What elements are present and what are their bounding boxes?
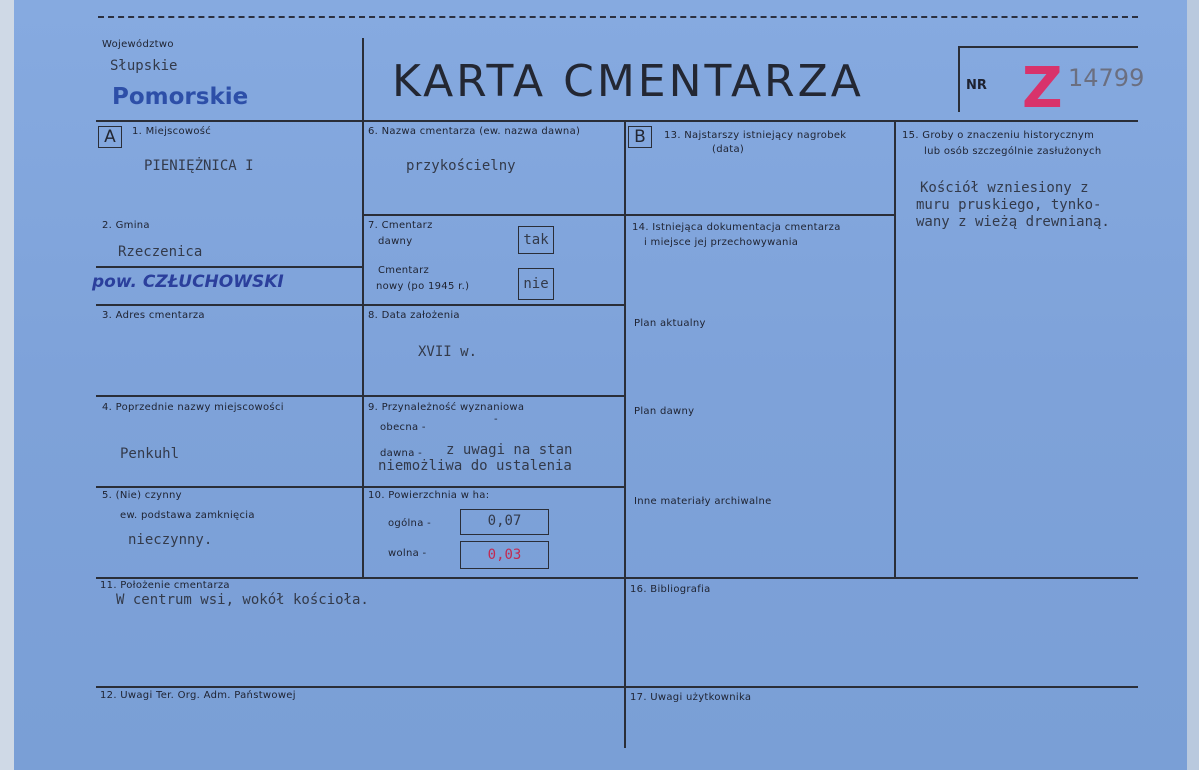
divider bbox=[958, 46, 960, 112]
divider bbox=[96, 686, 1138, 688]
field-11-label: 11. Położenie cmentarza bbox=[100, 580, 230, 591]
field-13-sub: (data) bbox=[712, 144, 745, 155]
nr-letter: Z bbox=[1022, 56, 1063, 121]
field-16-label: 16. Bibliografia bbox=[630, 584, 711, 595]
field-10-ogolna-value: 0,07 bbox=[460, 509, 549, 535]
nr-number: 14799 bbox=[1068, 64, 1145, 92]
field-8-value: XVII w. bbox=[418, 344, 478, 360]
field-15-label: 15. Groby o znaczeniu historycznym bbox=[902, 130, 1095, 141]
scan-edge-left bbox=[0, 0, 14, 770]
divider bbox=[96, 577, 1138, 579]
divider bbox=[894, 122, 896, 578]
field-9-dawna-value-2: niemożliwa do ustalenia bbox=[378, 458, 572, 474]
inne-materialy-label: Inne materiały archiwalne bbox=[634, 496, 772, 507]
field-17-label: 17. Uwagi użytkownika bbox=[630, 692, 752, 703]
field-10-ogolna: ogólna - bbox=[388, 518, 432, 529]
plan-dawny-label: Plan dawny bbox=[634, 406, 695, 417]
field-5-value: nieczynny. bbox=[128, 532, 213, 548]
field-4-value: Penkuhl bbox=[120, 446, 180, 462]
field-2-label: 2. Gmina bbox=[102, 220, 150, 231]
field-5-sub: ew. podstawa zamknięcia bbox=[120, 510, 255, 521]
field-9-obecna-value: - bbox=[494, 414, 498, 425]
field-9-dawna: dawna - bbox=[380, 448, 423, 459]
field-7-nowy-sub: nowy (po 1945 r.) bbox=[376, 281, 470, 292]
field-7-label: 7. Cmentarz bbox=[368, 220, 433, 231]
field-15-value-2: muru pruskiego, tynko- bbox=[916, 197, 1102, 213]
powiat-handwritten: pow. CZŁUCHOWSKI bbox=[92, 272, 284, 292]
field-7-dawny-value: tak bbox=[518, 226, 554, 254]
divider bbox=[362, 214, 624, 216]
scan-edge-right bbox=[1187, 0, 1199, 770]
field-6-value: przykościelny bbox=[406, 158, 516, 174]
field-15-sub: lub osób szczególnie zasłużonych bbox=[924, 146, 1102, 157]
field-7-nowy-label: Cmentarz bbox=[378, 265, 430, 276]
field-12-label: 12. Uwagi Ter. Org. Adm. Państwowej bbox=[100, 690, 296, 701]
field-15-value-3: wany z wieżą drewnianą. bbox=[916, 214, 1110, 230]
wojewodztwo-stamp: Pomorskie bbox=[112, 84, 249, 110]
divider bbox=[96, 304, 624, 306]
plan-aktualny-label: Plan aktualny bbox=[634, 318, 706, 329]
field-2-value: Rzeczenica bbox=[118, 244, 203, 260]
wojewodztwo-value: Słupskie bbox=[110, 58, 178, 74]
field-9-dawna-value-1: z uwagi na stan bbox=[446, 442, 573, 458]
divider bbox=[96, 266, 362, 268]
field-10-label: 10. Powierzchnia w ha: bbox=[368, 490, 490, 501]
section-b-marker: B bbox=[628, 126, 652, 148]
field-4-label: 4. Poprzednie nazwy miejscowości bbox=[102, 402, 284, 413]
field-14-sub: i miejsce jej przechowywania bbox=[644, 237, 799, 248]
card-title: KARTA CMENTARZA bbox=[392, 56, 864, 107]
field-5-label: 5. (Nie) czynny bbox=[102, 490, 182, 501]
field-9-obecna: obecna - bbox=[380, 422, 426, 433]
divider bbox=[96, 486, 624, 488]
field-7-nowy-value: nie bbox=[518, 268, 554, 300]
field-14-label: 14. Istniejąca dokumentacja cmentarza bbox=[632, 222, 841, 233]
field-1-value: PIENIĘŻNICA I bbox=[144, 158, 254, 174]
perforation-line bbox=[98, 16, 1138, 18]
field-8-label: 8. Data założenia bbox=[368, 310, 460, 321]
field-10-wolna-value: 0,03 bbox=[460, 541, 549, 569]
divider bbox=[958, 46, 1138, 48]
divider bbox=[362, 38, 364, 578]
wojewodztwo-label: Województwo bbox=[102, 39, 174, 50]
divider bbox=[624, 122, 626, 748]
nr-label: NR bbox=[966, 78, 987, 93]
section-a-marker: A bbox=[98, 126, 122, 148]
field-6-label: 6. Nazwa cmentarza (ew. nazwa dawna) bbox=[368, 126, 581, 137]
field-3-label: 3. Adres cmentarza bbox=[102, 310, 205, 321]
divider bbox=[96, 395, 624, 397]
field-1-label: 1. Miejscowość bbox=[132, 126, 212, 137]
field-15-value-1: Kościół wzniesiony z bbox=[920, 180, 1089, 196]
field-11-value: W centrum wsi, wokół kościoła. bbox=[116, 592, 369, 608]
field-7-dawny: dawny bbox=[378, 236, 413, 247]
divider bbox=[624, 214, 894, 216]
field-10-wolna: wolna - bbox=[388, 548, 427, 559]
field-13-label: 13. Najstarszy istniejący nagrobek bbox=[664, 130, 847, 141]
divider bbox=[96, 120, 1138, 122]
field-9-label: 9. Przynależność wyznaniowa bbox=[368, 402, 525, 413]
